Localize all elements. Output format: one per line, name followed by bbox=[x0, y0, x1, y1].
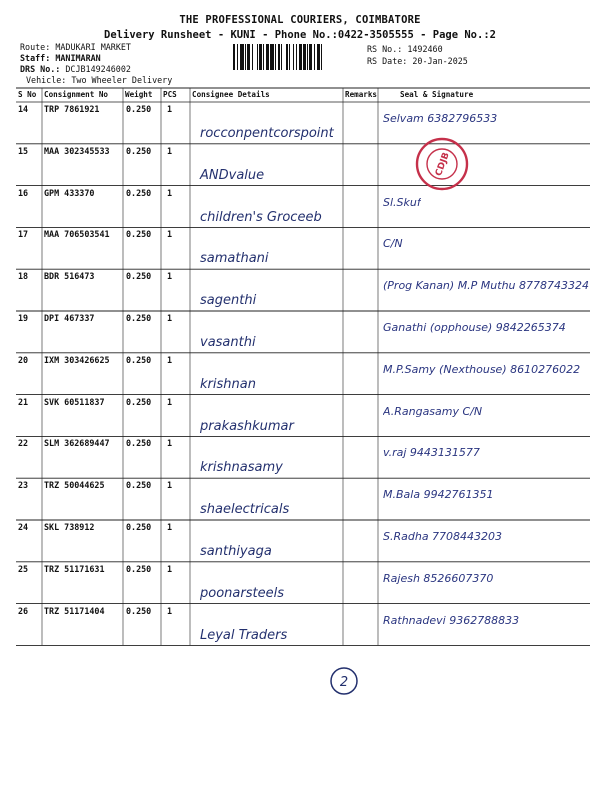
consignee-name: samathani bbox=[200, 251, 269, 267]
vehicle-line: Vehicle: Two Wheeler Delivery bbox=[26, 75, 173, 85]
column-header: S No bbox=[18, 90, 37, 99]
column-header: Consignee Details bbox=[192, 90, 270, 99]
drs-line: DRS No.: DCJB149246002 bbox=[20, 64, 131, 74]
recipient-signature: A.Rangasamy C/N bbox=[383, 404, 483, 418]
recipient-signature: S.Radha 7708443203 bbox=[383, 530, 503, 543]
weight-value: 0.250 bbox=[126, 480, 152, 491]
route-line: Route: MADUKARI MARKET bbox=[20, 42, 131, 52]
weight-value: 0.250 bbox=[126, 271, 152, 282]
column-header: Weight bbox=[125, 90, 153, 99]
courier-stamp bbox=[414, 136, 470, 192]
serial-number: 22 bbox=[18, 438, 29, 449]
weight-value: 0.250 bbox=[126, 145, 152, 156]
weight-value: 0.250 bbox=[126, 229, 152, 240]
consignee-name: vasanthi bbox=[200, 335, 256, 350]
consignment-number: SVK 60511837 bbox=[44, 396, 105, 407]
consignment-number: TRZ 51171631 bbox=[44, 563, 105, 574]
consignment-number: GPM 433370 bbox=[44, 187, 95, 198]
serial-number: 16 bbox=[18, 187, 29, 198]
weight-value: 0.250 bbox=[126, 396, 152, 407]
consignment-number: TRP 7861921 bbox=[44, 104, 100, 114]
consignment-number: DPI 467337 bbox=[44, 313, 95, 323]
consignment-number: TRZ 50044625 bbox=[44, 480, 105, 491]
column-header: Seal & Signature bbox=[400, 90, 474, 99]
pieces-count: 1 bbox=[167, 145, 173, 156]
pieces-count: 1 bbox=[167, 104, 173, 114]
consignee-name: krishnasamy bbox=[200, 460, 283, 476]
serial-number: 15 bbox=[18, 145, 29, 156]
serial-number: 18 bbox=[18, 271, 29, 282]
runsheet-title: THE PROFESSIONAL COURIERS, COIMBATORE bbox=[179, 14, 421, 26]
weight-value: 0.250 bbox=[126, 187, 152, 198]
recipient-signature: v.raj 9443131577 bbox=[383, 446, 480, 460]
consignment-number: SKL 738912 bbox=[44, 522, 95, 532]
serial-number: 21 bbox=[18, 396, 29, 407]
serial-number: 14 bbox=[18, 104, 29, 114]
pieces-count: 1 bbox=[167, 438, 173, 449]
consignee-name: sagenthi bbox=[200, 293, 257, 309]
consignee-name: poonarsteels bbox=[200, 585, 284, 601]
runsheet-subtitle: Delivery Runsheet - KUNI - Phone No.:0422-3505555 - Page No.:2 bbox=[104, 29, 496, 41]
weight-value: 0.250 bbox=[126, 354, 152, 365]
pieces-count: 1 bbox=[167, 313, 173, 323]
serial-number: 19 bbox=[18, 313, 29, 323]
serial-number: 17 bbox=[18, 229, 29, 240]
weight-value: 0.250 bbox=[126, 605, 152, 616]
recipient-signature: M.P.Samy (Nexthouse) 8610276022 bbox=[383, 362, 581, 376]
recipient-signature: Ganathi (opphouse) 9842265374 bbox=[383, 321, 566, 334]
recipient-signature: (Prog Kanan) M.P Muthu 8778743324 bbox=[383, 279, 590, 293]
pieces-count: 1 bbox=[167, 187, 173, 198]
recipient-signature: Rajesh 8526607370 bbox=[383, 571, 494, 585]
consignment-number: SLM 362689447 bbox=[44, 438, 110, 449]
rs-date: RS Date: 20-Jan-2025 bbox=[367, 56, 468, 66]
rs-number: RS No.: 1492460 bbox=[367, 44, 443, 54]
recipient-signature: Selvam 6382796533 bbox=[383, 112, 498, 125]
consignee-name: krishnan bbox=[200, 376, 256, 392]
svg-text:CDJB: CDJB bbox=[434, 151, 452, 178]
consignment-number: BDR 516473 bbox=[44, 271, 95, 282]
consignee-name: children's Groceeb bbox=[200, 209, 322, 225]
weight-value: 0.250 bbox=[126, 563, 152, 574]
pieces-count: 1 bbox=[167, 522, 173, 532]
column-header: Consignment No bbox=[44, 90, 109, 99]
recipient-signature: C/N bbox=[383, 237, 403, 251]
pieces-count: 1 bbox=[167, 563, 173, 574]
column-header: Remarks bbox=[345, 90, 378, 99]
weight-value: 0.250 bbox=[126, 104, 152, 114]
consignee-name: santhiyaga bbox=[200, 544, 272, 559]
svg-text:2: 2 bbox=[339, 675, 349, 690]
consignee-name: shaelectricals bbox=[200, 502, 290, 518]
pieces-count: 1 bbox=[167, 396, 173, 407]
consignee-name: rocconpentcorspoint bbox=[200, 126, 334, 141]
consignment-number: IXM 303426625 bbox=[44, 354, 110, 365]
weight-value: 0.250 bbox=[126, 313, 152, 323]
consignee-name: Leyal Traders bbox=[200, 627, 288, 643]
recipient-signature: Sl.Skuf bbox=[383, 195, 421, 209]
consignment-number: MAA 302345533 bbox=[44, 145, 110, 156]
staff-line: Staff: MANIMARAN bbox=[20, 53, 101, 63]
consignee-name: prakashkumar bbox=[200, 418, 294, 434]
recipient-signature: Rathnadevi 9362788833 bbox=[383, 613, 520, 627]
consignee-name: ANDvalue bbox=[200, 167, 265, 183]
serial-number: 23 bbox=[18, 480, 29, 491]
weight-value: 0.250 bbox=[126, 522, 152, 532]
weight-value: 0.250 bbox=[126, 438, 152, 449]
column-header: PCS bbox=[163, 90, 177, 99]
pieces-count: 1 bbox=[167, 229, 173, 240]
serial-number: 20 bbox=[18, 354, 29, 365]
consignment-number: TRZ 51171404 bbox=[44, 605, 105, 616]
pieces-count: 1 bbox=[167, 354, 173, 365]
serial-number: 26 bbox=[18, 605, 29, 616]
recipient-signature: M.Bala 9942761351 bbox=[383, 488, 494, 502]
serial-number: 24 bbox=[18, 522, 29, 532]
serial-number: 25 bbox=[18, 563, 29, 574]
pieces-count: 1 bbox=[167, 605, 173, 616]
pieces-count: 1 bbox=[167, 480, 173, 491]
consignment-number: MAA 706503541 bbox=[44, 229, 110, 240]
page-mark bbox=[329, 666, 359, 696]
pieces-count: 1 bbox=[167, 271, 173, 282]
